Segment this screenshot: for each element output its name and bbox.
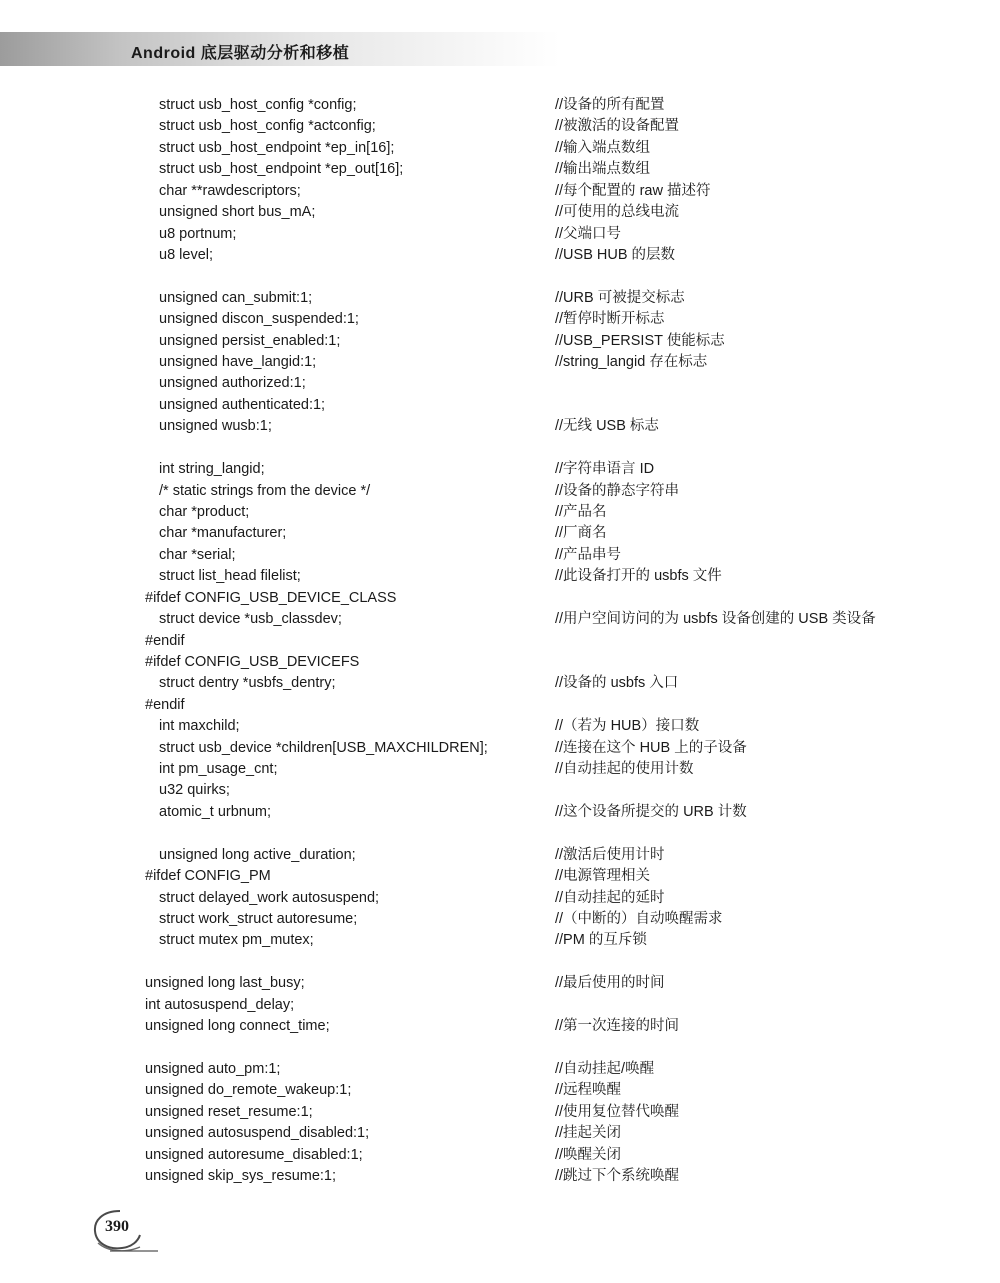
code-line [0,631,1000,652]
code-comment: //自动挂起的使用计数 [555,761,694,778]
code-text: struct delayed_work autosuspend; [159,889,380,906]
code-line [0,952,1000,973]
code-line [0,331,1000,352]
code-line [0,459,1000,480]
code-line [0,738,1000,759]
code-comment: //这个设备所提交的 URB 计数 [555,803,747,820]
code-text: u8 portnum; [159,225,237,242]
code-line [0,373,1000,394]
code-comment: //使用复位替代唤醒 [555,1103,680,1120]
code-line [0,973,1000,994]
code-line [0,888,1000,909]
code-comment: //用户空间访问的为 usbfs 设备创建的 USB 类设备 [555,611,876,628]
code-line [0,438,1000,459]
code-line [0,395,1000,416]
code-line [0,802,1000,823]
code-text: #ifdef CONFIG_PM [145,868,271,885]
code-text: struct usb_host_config *actconfig; [159,118,376,135]
code-line [0,523,1000,544]
code-line [0,245,1000,266]
code-comment: //无线 USB 标志 [555,418,659,435]
code-line [0,1080,1000,1101]
code-text: struct list_head filelist; [159,568,301,585]
code-text: #endif [145,632,185,649]
code-comment: //URB 可被提交标志 [555,289,685,306]
code-comment: //暂停时断开标志 [555,311,665,328]
code-text: struct dentry *usbfs_dentry; [159,675,336,692]
code-line [0,845,1000,866]
code-line [0,995,1000,1016]
code-comment: //（中断的）自动唤醒需求 [555,910,723,927]
code-text: #ifdef CONFIG_USB_DEVICE_CLASS [145,589,397,606]
code-comment: //厂商名 [555,525,607,542]
code-line [0,909,1000,930]
code-comment: //可使用的总线电流 [555,204,680,221]
code-line [0,866,1000,887]
code-line [0,695,1000,716]
code-comment: //产品串号 [555,546,622,563]
code-line [0,416,1000,437]
code-line [0,1166,1000,1187]
code-text: unsigned persist_enabled:1; [159,332,341,349]
code-comment: //输入端点数组 [555,139,651,156]
code-text: unsigned reset_resume:1; [145,1103,313,1120]
code-text: unsigned long connect_time; [145,1018,330,1035]
code-comment: //string_langid 存在标志 [555,354,708,371]
code-text: /* static strings from the device */ [159,482,371,499]
code-text: int string_langid; [159,461,265,478]
code-comment: //产品名 [555,503,607,520]
code-text: unsigned skip_sys_resume:1; [145,1168,337,1184]
code-comment: //远程唤醒 [555,1082,622,1099]
code-line [0,481,1000,502]
code-line [0,1037,1000,1058]
code-comment: //每个配置的 raw 描述符 [555,182,711,199]
code-line [0,116,1000,137]
book-title: Android 底层驱动分析和移植 [131,45,350,62]
code-comment: //设备的所有配置 [555,97,665,113]
code-line [0,673,1000,694]
code-comment: //挂起关闭 [555,1125,622,1142]
code-text: char *product; [159,503,250,520]
code-line [0,266,1000,287]
code-comment: //唤醒关闭 [555,1146,622,1163]
code-text: struct usb_host_endpoint *ep_out[16]; [159,161,404,178]
code-line [0,780,1000,801]
code-text: unsigned long last_busy; [145,975,305,992]
code-text: unsigned long active_duration; [159,846,356,863]
code-comment: //USB HUB 的层数 [555,246,676,263]
code-text: char *serial; [159,546,236,563]
code-text: u8 level; [159,246,214,263]
code-line [0,930,1000,951]
code-line [0,352,1000,373]
code-comment: //此设备打开的 usbfs 文件 [555,568,722,585]
code-comment: //字符串语言 ID [555,461,655,478]
code-line [0,288,1000,309]
code-text: unsigned autoresume_disabled:1; [145,1146,363,1163]
code-comment: //自动挂起的延时 [555,889,665,906]
code-comment: //跳过下个系统唤醒 [555,1168,680,1184]
page-number-badge [90,1207,160,1257]
code-line [0,609,1000,630]
code-comment: //第一次连接的时间 [555,1018,680,1035]
code-line [0,95,1000,116]
code-comment: //USB_PERSIST 使能标志 [555,332,725,349]
code-line [0,1016,1000,1037]
code-text: unsigned wusb:1; [159,418,272,435]
code-comment: //自动挂起/唤醒 [555,1060,655,1077]
code-text: unsigned authenticated:1; [159,396,326,413]
code-line [0,1059,1000,1080]
code-text: char **rawdescriptors; [159,182,301,199]
code-text: #endif [145,696,185,713]
code-text: unsigned auto_pm:1; [145,1060,281,1077]
code-line [0,759,1000,780]
code-line [0,652,1000,673]
code-line [0,181,1000,202]
code-comment: //被激活的设备配置 [555,118,680,135]
code-text: struct usb_device *children[USB_MAXCHILDREN]; [159,739,488,756]
code-comment: //父端口号 [555,225,622,242]
code-line [0,588,1000,609]
code-comment: //PM 的互斥锁 [555,932,647,949]
code-comment: //连接在这个 HUB 上的子设备 [555,739,747,756]
code-line [0,566,1000,587]
code-line [0,159,1000,180]
code-comment: //设备的静态字符串 [555,482,680,499]
code-text: struct work_struct autoresume; [159,910,358,927]
code-line [0,309,1000,330]
code-comment: //（若为 HUB）接口数 [555,718,700,735]
code-text: unsigned discon_suspended:1; [159,311,359,328]
code-comment: //最后使用的时间 [555,975,665,992]
code-text: struct device *usb_classdev; [159,611,342,628]
code-line [0,224,1000,245]
code-comment: //设备的 usbfs 入口 [555,675,679,692]
code-line [0,1102,1000,1123]
code-text: int pm_usage_cnt; [159,761,278,778]
code-line [0,545,1000,566]
code-line [0,823,1000,844]
code-text: #ifdef CONFIG_USB_DEVICEFS [145,653,360,670]
code-text: int autosuspend_delay; [145,996,295,1013]
code-text: unsigned can_submit:1; [159,289,313,306]
code-line [0,138,1000,159]
code-comment: //电源管理相关 [555,868,651,885]
code-comment: //激活后使用计时 [555,846,665,863]
code-text: u32 quirks; [159,782,230,799]
code-line [0,1123,1000,1144]
code-text: struct mutex pm_mutex; [159,932,314,949]
page-number: 390 [105,1218,129,1235]
code-text: atomic_t urbnum; [159,803,272,820]
code-line [0,1145,1000,1166]
code-text: struct usb_host_endpoint *ep_in[16]; [159,139,395,156]
code-text: unsigned do_remote_wakeup:1; [145,1082,352,1099]
code-line [0,716,1000,737]
code-text: unsigned authorized:1; [159,375,306,392]
code-text: int maxchild; [159,718,240,735]
code-line [0,202,1000,223]
code-text: char *manufacturer; [159,525,287,542]
code-text: unsigned autosuspend_disabled:1; [145,1125,370,1142]
code-text: unsigned short bus_mA; [159,204,316,221]
code-comment: //输出端点数组 [555,161,651,178]
code-text: unsigned have_langid:1; [159,354,317,371]
code-text: struct usb_host_config *config; [159,97,357,113]
code-line [0,502,1000,523]
